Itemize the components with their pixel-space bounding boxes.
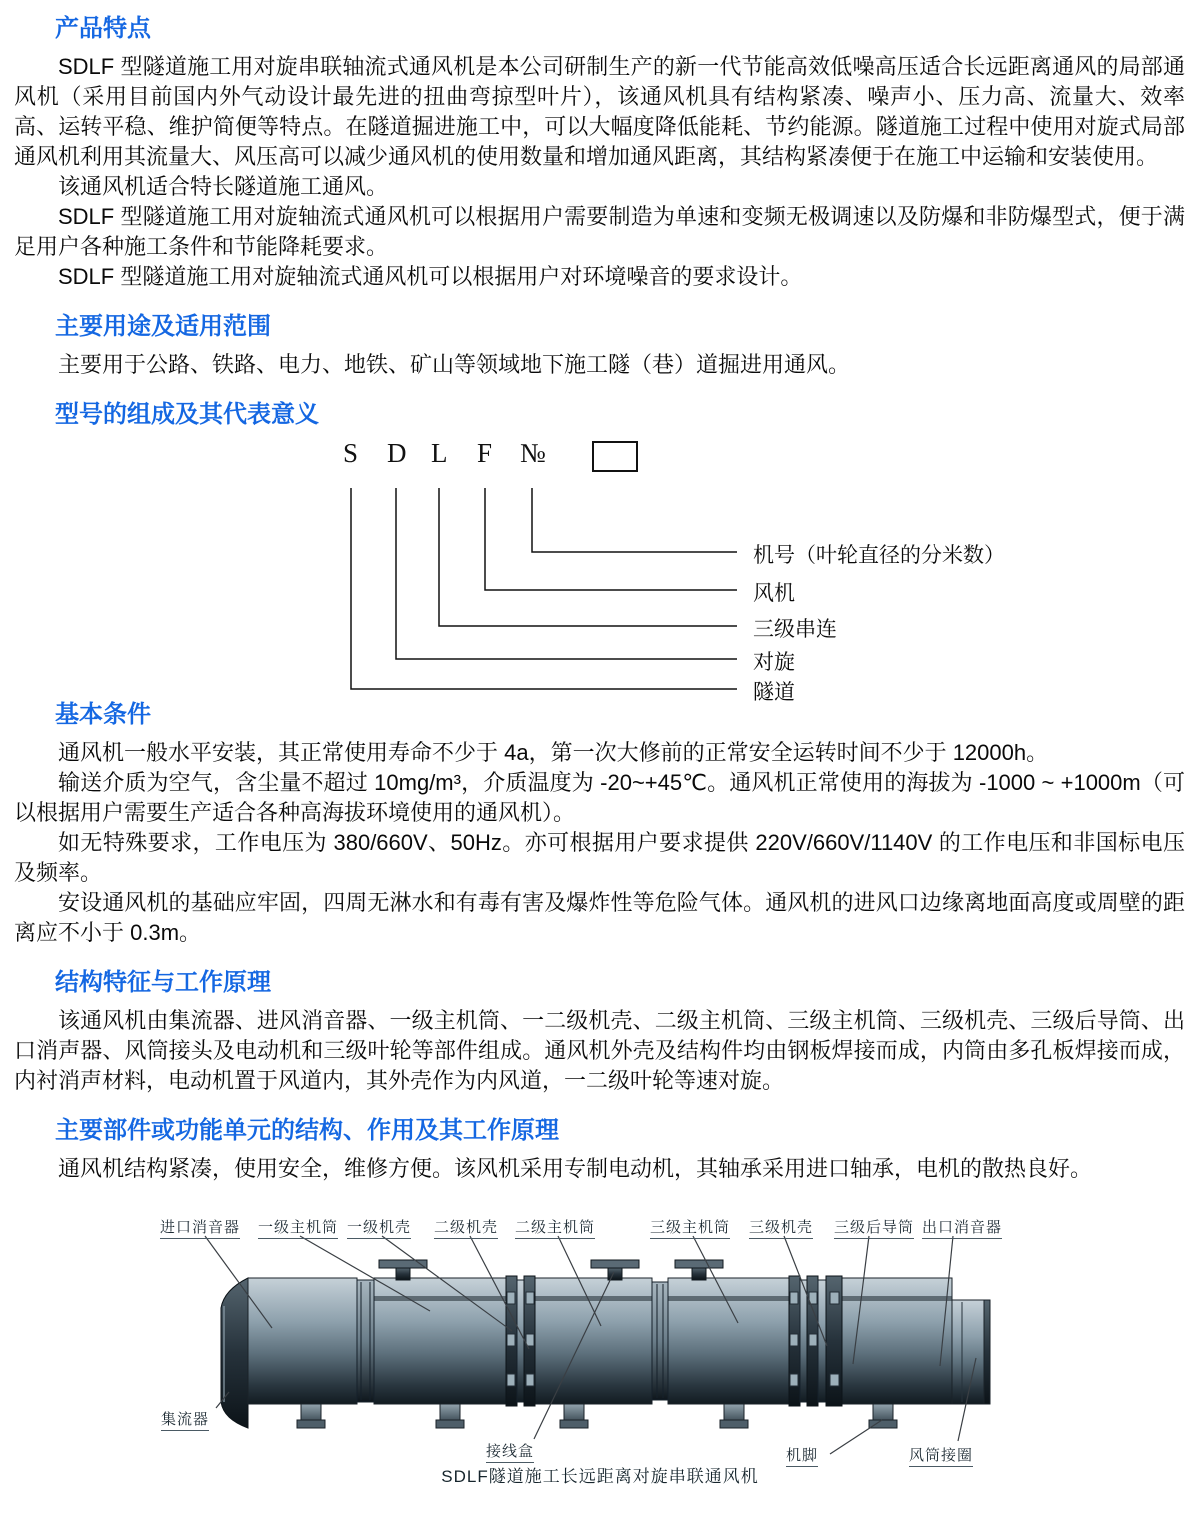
model-meaning-machine-number: 机号（叶轮直径的分米数） (753, 544, 1005, 567)
paragraph-basic-3: 如无特殊要求，工作电压为 380/660V、50Hz。亦可根据用户要求提供 220V/660V/1140V 的工作电压和非国标电压及频率。 (14, 830, 1185, 885)
model-letter-l: L (431, 438, 448, 468)
document-content-2 (0, 700, 1200, 1184)
part-label-stage3-main-barrel: 三级主机筒 (650, 1216, 730, 1239)
model-meaning-fan: 风机 (753, 582, 795, 605)
outlet-duct-ring (952, 1300, 990, 1404)
fan-assembly-diagram (0, 1206, 1200, 1516)
part-label-junction-box: 接线盒 (486, 1440, 534, 1463)
section-heading-product-features: 产品特点 (55, 15, 151, 42)
section-heading-main-components: 主要部件或功能单元的结构、作用及其工作原理 (55, 1117, 559, 1144)
model-number-box (592, 441, 638, 472)
part-label-duct-ring: 风筒接圈 (909, 1444, 973, 1467)
section-heading-basic-conditions: 基本条件 (55, 701, 151, 728)
model-meaning-counter-rotating: 对旋 (753, 651, 795, 674)
part-label-stage3-rear-guide: 三级后导筒 (834, 1216, 914, 1239)
section-heading-structure: 结构特征与工作原理 (55, 969, 271, 996)
model-code-diagram (0, 438, 1200, 704)
model-meaning-tunnel: 隧道 (753, 681, 795, 704)
paragraph-basic-2: 输送介质为空气，含尘量不超过 10mg/m³，介质温度为 -20~+45℃。通风机正常使用的海拔为 -1000 ~ +1000m（可以根据用户需要生产适合各种高海拔环境使用的通风机）。 (14, 770, 1185, 825)
paragraph-components-1: 通风机结构紧凑，使用安全，维修方便。该风机采用专制电动机，其轴承采用进口轴承，电机的散热良好。 (58, 1156, 1093, 1181)
document-content (0, 14, 1200, 430)
model-meaning-three-stage-series: 三级串连 (753, 618, 837, 641)
paragraph-features-1: SDLF 型隧道施工用对旋串联轴流式通风机是本公司研制生产的新一代节能高效低噪高压适合长远距离通风的局部通风机（采用目前国内外气动设计最先进的扭曲弯掠型叶片），该通风机具有结构紧凑、噪声小、压力高、流量大、效率高、运转平稳、维护简便等特点。在隧道掘进施工中，可以大幅度降低能耗、节约能源。隧道施工过程中使用对旋式局部通风机利用其流量大、风压高可以减少通风机的使用数量和增加通风距离，其结构紧凑便于在施工中运输和安装使用。 (14, 54, 1185, 169)
model-letter-d: D (387, 438, 407, 468)
part-label-inlet-silencer: 进口消音器 (160, 1216, 240, 1239)
machine-feet (297, 1404, 897, 1428)
model-letter-s: S (343, 438, 359, 468)
model-letter-f: F (477, 438, 493, 468)
cylinder-sections (248, 1278, 952, 1404)
paragraph-usage-1: 主要用于公路、铁路、电力、地铁、矿山等领域地下施工隧（巷）道掘进用通风。 (58, 352, 851, 377)
paragraph-basic-4: 安设通风机的基础应牢固，四周无淋水和有毒有害及爆炸性等危险气体。通风机的进风口边缘离地面高度或周壁的距离应不小于 0.3m。 (14, 890, 1185, 945)
section-heading-model-code: 型号的组成及其代表意义 (55, 401, 319, 428)
part-label-stage1-casing: 一级机壳 (347, 1216, 411, 1239)
part-label-stage3-casing: 三级机壳 (749, 1216, 813, 1239)
paragraph-features-2: 该通风机适合特长隧道施工通风。 (58, 174, 389, 199)
part-label-stage2-casing: 二级机壳 (434, 1216, 498, 1239)
model-letter-no: № (520, 438, 546, 468)
part-label-outlet-silencer: 出口消音器 (922, 1216, 1002, 1239)
part-label-stage1-main-barrel: 一级主机筒 (258, 1216, 338, 1239)
paragraph-features-3: SDLF 型隧道施工用对旋轴流式通风机可以根据用户需要制造为单速和变频无极调速以及防爆和非防爆型式，便于满足用户各种施工条件和节能降耗要求。 (14, 204, 1185, 259)
part-label-machine-foot: 机脚 (786, 1444, 818, 1467)
product-document-page (0, 14, 1200, 1524)
paragraph-features-4: SDLF 型隧道施工用对旋轴流式通风机可以根据用户对环境噪音的要求设计。 (58, 264, 803, 289)
part-label-collector: 集流器 (161, 1408, 209, 1431)
model-code-leader-lines (0, 438, 1200, 696)
paragraph-basic-1: 通风机一般水平安装，其正常使用寿命不少于 4a，第一次大修前的正常安全运转时间不少于 12000h。 (58, 740, 1049, 765)
section-heading-usage: 主要用途及适用范围 (55, 313, 271, 340)
part-label-stage2-main-barrel: 二级主机筒 (515, 1216, 595, 1239)
lifting-lugs (379, 1260, 723, 1280)
diagram-caption: SDLF隧道施工长远距离对旋串联通风机 (441, 1467, 759, 1486)
paragraph-structure-1: 该通风机由集流器、进风消音器、一级主机筒、一二级机壳、二级主机筒、三级主机筒、三级机壳、三级后导筒、出口消声器、风筒接头及电动机和三级叶轮等部件组成。通风机外壳及结构件均由钢板焊接而成，内筒由多孔板焊接而成，内衬消声材料，电动机置于风道内，其外壳作为内风道，一二级叶轮等速对旋。 (14, 1008, 1185, 1093)
bell-mouth-collector (221, 1278, 248, 1428)
